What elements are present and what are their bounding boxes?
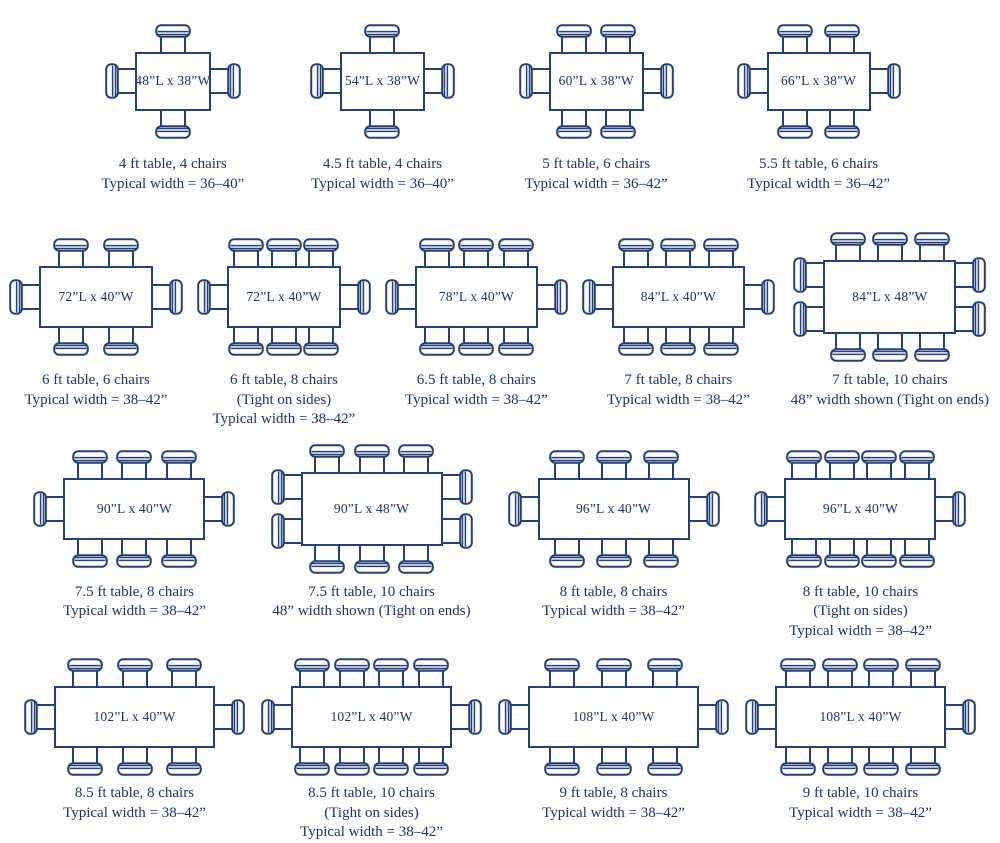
table-with-chairs-diagram <box>11 238 181 356</box>
caption-line: 6 ft table, 8 chairs <box>229 372 338 388</box>
table-diagram-cell <box>11 228 181 410</box>
diagram-row-2 <box>0 228 1000 430</box>
table-dimension-label: 72”L x 40”W <box>58 289 134 304</box>
diagram-zone <box>387 228 566 366</box>
table-with-chairs-diagram <box>756 450 964 568</box>
table-caption <box>63 583 206 622</box>
table-dimension-label: 90”L x 40”W <box>96 500 173 516</box>
table-dimension-label: 102”L x 40”W <box>93 709 176 724</box>
table-with-chairs-diagram <box>739 24 899 139</box>
diagram-zone <box>500 655 727 779</box>
table-dimension-label: 84”L x 40”W <box>640 289 716 304</box>
table-top <box>538 478 690 540</box>
table-diagram-cell <box>747 655 974 823</box>
table-diagram-cell <box>500 655 727 823</box>
table-diagram-cell <box>521 12 672 194</box>
table-caption <box>542 784 685 823</box>
table-with-chairs-diagram <box>312 24 453 139</box>
caption-line: Typical width = 36–42” <box>524 175 668 192</box>
caption-line: Typical width = 38–42” <box>789 804 932 821</box>
table-dimension-label: 60”L x 38”W <box>558 73 634 88</box>
diagram-zone <box>199 228 369 366</box>
table-dimension-label: 108”L x 40”W <box>819 709 902 724</box>
table-dimension-label: 54”L x 38”W <box>344 73 421 88</box>
table-with-chairs-diagram <box>584 238 773 356</box>
table-dimension-label: 96”L x 40”W <box>575 500 652 516</box>
table-caption <box>789 583 932 642</box>
diagram-zone <box>584 228 773 366</box>
caption-line: 4 ft table, 4 chairs <box>118 156 227 172</box>
caption-line: Typical width = 38–42” <box>212 411 356 427</box>
caption-line: (Tight on sides) <box>813 603 908 619</box>
table-with-chairs-diagram <box>795 232 984 362</box>
table-with-chairs-diagram <box>273 444 471 574</box>
caption-line: Typical width = 36–40” <box>101 175 245 192</box>
table-caption <box>213 371 356 430</box>
table-top <box>39 266 153 328</box>
table-diagram-cell <box>101 12 244 194</box>
caption-line: 7 ft table, 10 chairs <box>832 372 948 388</box>
diagram-zone <box>510 440 718 578</box>
table-dimension-label: 78”L x 40”W <box>438 289 514 304</box>
diagram-zone <box>107 12 239 150</box>
diagram-row-3 <box>0 440 1000 642</box>
table-with-chairs-diagram <box>199 238 369 356</box>
caption-line: 7 ft table, 8 chairs <box>624 372 733 388</box>
diagram-zone <box>263 655 480 779</box>
table-dimension-label: 108”L x 40”W <box>572 709 655 724</box>
table-top <box>528 686 699 748</box>
table-dimension-label: 102”L x 40”W <box>330 709 413 724</box>
caption-line: 8 ft table, 8 chairs <box>559 583 668 600</box>
table-with-chairs-diagram <box>26 658 243 776</box>
table-dimension-label: 66”L x 38”W <box>780 73 857 88</box>
caption-line: Typical width = 38–42” <box>63 603 206 619</box>
table-with-chairs-diagram <box>263 658 480 776</box>
table-dimension-label: 72”L x 40”W <box>246 289 322 304</box>
table-diagram-cell <box>311 12 454 194</box>
table-top <box>823 260 956 334</box>
table-diagram-cell <box>35 440 233 622</box>
caption-line: Typical width = 38–42” <box>300 824 443 840</box>
diagram-zone <box>795 228 984 366</box>
table-with-chairs-diagram <box>510 450 718 568</box>
table-caption <box>791 371 989 410</box>
caption-line: Typical width = 36–40” <box>311 175 454 192</box>
diagram-zone <box>273 440 471 578</box>
table-caption <box>63 784 206 823</box>
caption-line: 48” width shown (Tight on ends) <box>790 391 989 408</box>
caption-line: 8.5 ft table, 10 chairs <box>308 785 435 801</box>
diagram-zone <box>35 440 233 578</box>
table-caption <box>789 784 932 823</box>
table-top <box>612 266 745 328</box>
diagram-zone <box>739 12 899 150</box>
caption-line: 9 ft table, 8 chairs <box>559 785 668 801</box>
table-top <box>767 52 871 111</box>
diagram-zone <box>747 655 974 779</box>
table-with-chairs-diagram <box>500 658 727 776</box>
table-with-chairs-diagram <box>107 24 239 139</box>
caption-line: Typical width = 38–42” <box>542 804 685 821</box>
caption-line: 8 ft table, 10 chairs <box>802 583 919 600</box>
table-top <box>291 686 452 748</box>
table-dimension-label: 48”L x 38”W <box>135 73 211 88</box>
table-top <box>784 478 936 540</box>
table-top <box>227 266 341 328</box>
table-top <box>54 686 215 748</box>
caption-line: Typical width = 36–42” <box>747 175 890 192</box>
caption-line: 5 ft table, 6 chairs <box>542 156 651 172</box>
caption-line: 48” width shown (Tight on ends) <box>272 603 471 619</box>
diagram-row-4 <box>0 655 1000 843</box>
table-caption <box>25 371 168 410</box>
table-caption <box>542 583 685 622</box>
caption-line: 9 ft table, 10 chairs <box>802 785 919 801</box>
table-diagram-cell <box>199 228 369 430</box>
caption-line: 6 ft table, 6 chairs <box>42 372 150 388</box>
table-top <box>301 472 443 546</box>
table-with-chairs-diagram <box>35 450 233 568</box>
diagram-zone <box>756 440 964 578</box>
table-top <box>135 52 211 111</box>
table-diagram-cell <box>756 440 964 642</box>
diagram-zone <box>312 12 453 150</box>
caption-line: 5.5 ft table, 6 chairs <box>759 156 879 172</box>
caption-line: Typical width = 38–42” <box>789 622 932 639</box>
diagram-zone <box>11 228 181 366</box>
table-dimension-label: 96”L x 40”W <box>822 500 899 516</box>
table-dimension-label: 90”L x 48”W <box>333 500 410 516</box>
table-with-chairs-diagram <box>387 238 566 356</box>
diagram-row-1 <box>0 12 1000 194</box>
table-diagram-cell <box>272 440 470 622</box>
table-diagram-cell <box>387 228 566 410</box>
table-caption <box>747 155 890 194</box>
table-diagram-cell <box>263 655 480 843</box>
caption-line: 6.5 ft table, 8 chairs <box>416 372 536 388</box>
table-top <box>415 266 538 328</box>
caption-line: Typical width = 38–42” <box>24 391 168 408</box>
caption-line: Typical width = 38–42” <box>404 391 548 408</box>
table-diagram-cell <box>584 228 773 410</box>
caption-line: Typical width = 38–42” <box>63 804 206 821</box>
caption-line: 7.5 ft table, 10 chairs <box>308 583 435 600</box>
caption-line: (Tight on sides) <box>324 804 419 821</box>
table-dimension-label: 84”L x 48”W <box>852 289 928 304</box>
table-top <box>775 686 946 748</box>
diagram-zone <box>521 12 672 150</box>
table-caption <box>607 371 750 410</box>
table-caption <box>300 784 443 843</box>
table-top <box>340 52 425 111</box>
caption-line: Typical width = 38–42” <box>542 603 685 619</box>
table-diagram-cell <box>739 12 899 194</box>
diagram-zone <box>26 655 243 779</box>
table-diagram-cell <box>510 440 718 622</box>
table-caption <box>525 155 668 194</box>
table-caption <box>311 155 454 194</box>
table-caption <box>101 155 244 194</box>
table-top <box>63 478 205 540</box>
caption-line: 8.5 ft table, 8 chairs <box>74 785 195 801</box>
table-diagram-cell <box>26 655 243 823</box>
caption-line: 7.5 ft table, 8 chairs <box>74 583 195 600</box>
caption-line: 4.5 ft table, 4 chairs <box>322 156 443 172</box>
caption-line: Typical width = 38–42” <box>606 391 750 408</box>
table-caption <box>272 583 470 622</box>
table-diagram-cell <box>791 228 989 410</box>
table-top <box>549 52 644 111</box>
table-caption <box>405 371 548 410</box>
table-with-chairs-diagram <box>747 658 974 776</box>
caption-line: (Tight on sides) <box>236 391 332 408</box>
table-with-chairs-diagram <box>521 24 672 139</box>
